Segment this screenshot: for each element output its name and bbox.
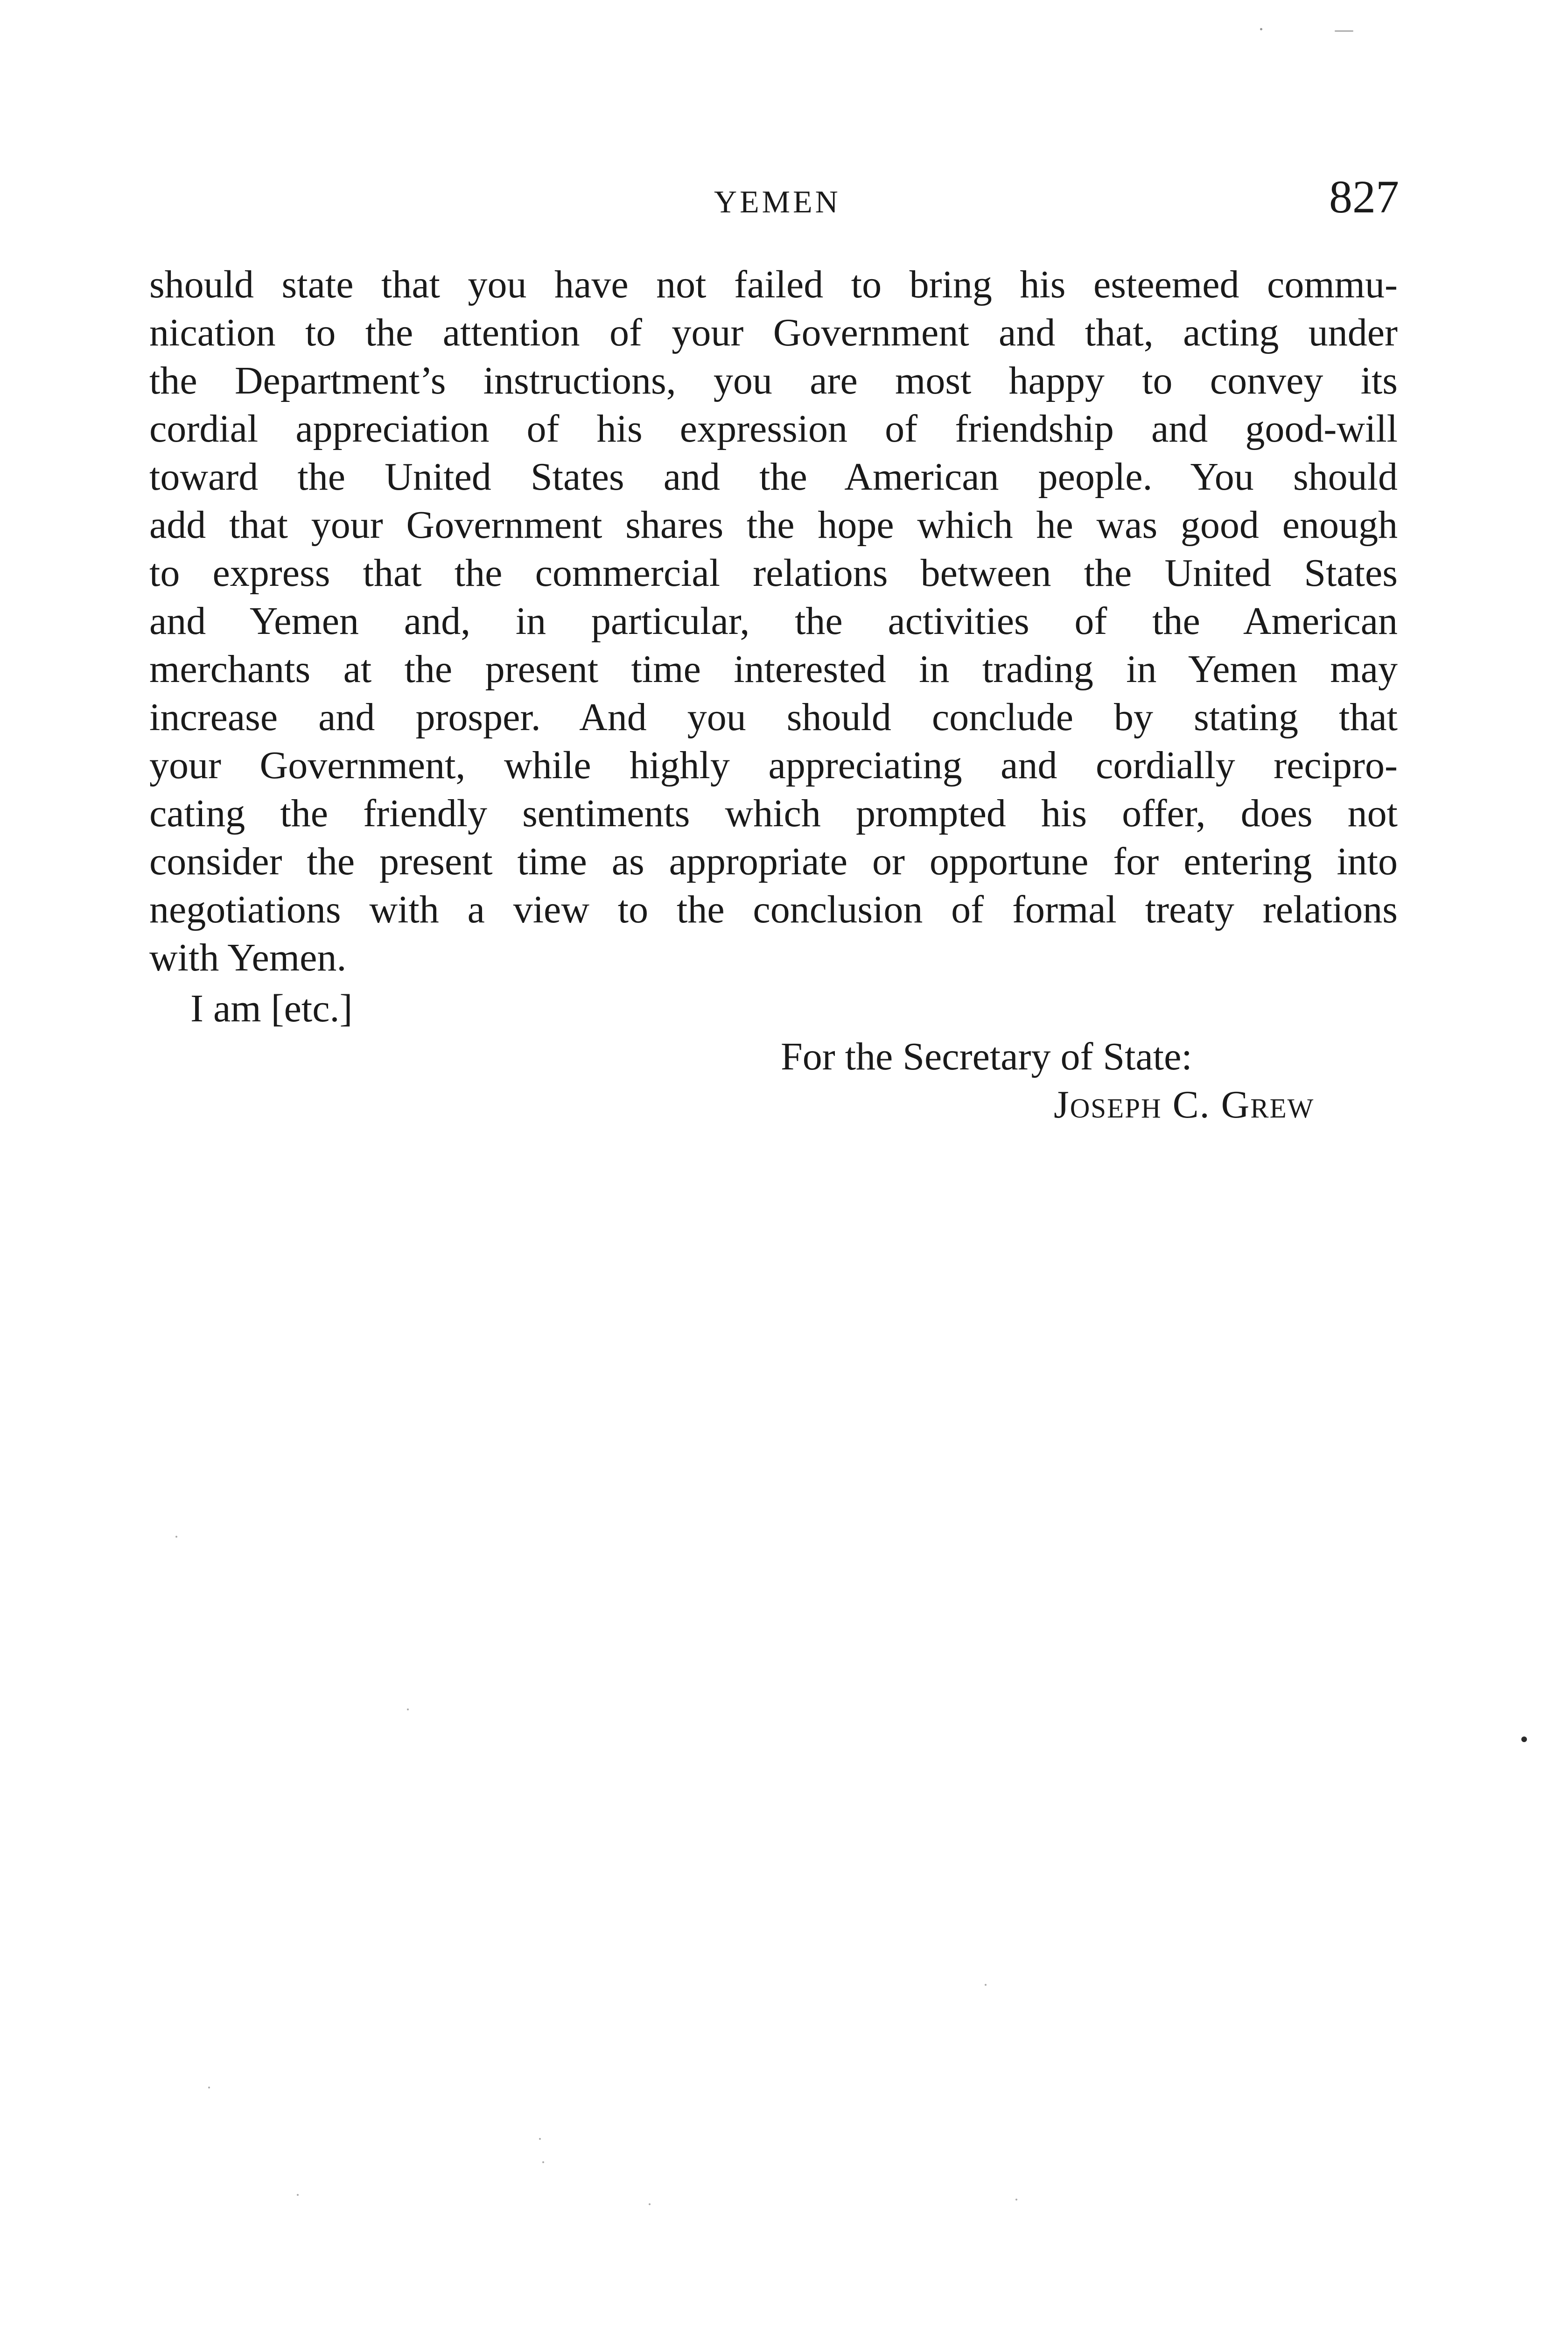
scan-speck	[539, 2138, 541, 2140]
scan-speck	[1260, 28, 1262, 30]
scan-speck	[297, 2194, 299, 2196]
text-line: to express that the commercial relations between the United States	[149, 551, 1398, 595]
signature-name: Joseph C. Grew	[1054, 1083, 1315, 1126]
scan-speck	[542, 2161, 544, 2163]
signoff-line: For the Secretary of State:	[781, 1035, 1192, 1078]
text-line: cordial appreciation of his expression of friendship and good-will	[149, 407, 1398, 450]
text-line: and Yemen and, in particular, the activities of the American	[149, 599, 1398, 643]
running-head	[0, 171, 1568, 223]
text-line: your Government, while highly appreciating and cordially recipro-	[149, 744, 1398, 787]
body-paragraph	[149, 260, 1398, 982]
text-line: nication to the attention of your Government and that, acting under	[149, 311, 1398, 354]
scan-speck	[407, 1708, 409, 1710]
text-line: cating the friendly sentiments which prompted his offer, does not	[149, 792, 1398, 835]
scan-speck	[985, 1984, 987, 1986]
running-head-title: YEMEN	[714, 184, 841, 219]
scan-speck	[175, 1536, 177, 1538]
page-number: 827	[1329, 171, 1399, 223]
text-line: increase and prosper. And you should conclude by stating that	[149, 696, 1398, 739]
text-line: negotiations with a view to the conclusion of formal treaty relations	[149, 888, 1398, 931]
text-line: with Yemen.	[149, 936, 347, 979]
scan-speck	[1335, 30, 1353, 32]
scan-speck	[649, 2203, 651, 2205]
text-line: consider the present time as appropriate or opportune for entering into	[149, 840, 1398, 883]
complimentary-close: I am [etc.]	[190, 987, 353, 1030]
scan-speck	[208, 2087, 210, 2088]
text-line: the Department’s instructions, you are most happy to convey its	[149, 359, 1398, 402]
text-line: merchants at the present time interested in trading in Yemen may	[149, 647, 1398, 691]
scan-speck	[1015, 2199, 1017, 2200]
text-line: toward the United States and the American people. You should	[149, 455, 1398, 499]
text-line: should state that you have not failed to bring his esteemed commu-	[149, 263, 1398, 306]
text-line: add that your Government shares the hope which he was good enough	[149, 503, 1398, 547]
scan-speck	[1521, 1736, 1527, 1742]
